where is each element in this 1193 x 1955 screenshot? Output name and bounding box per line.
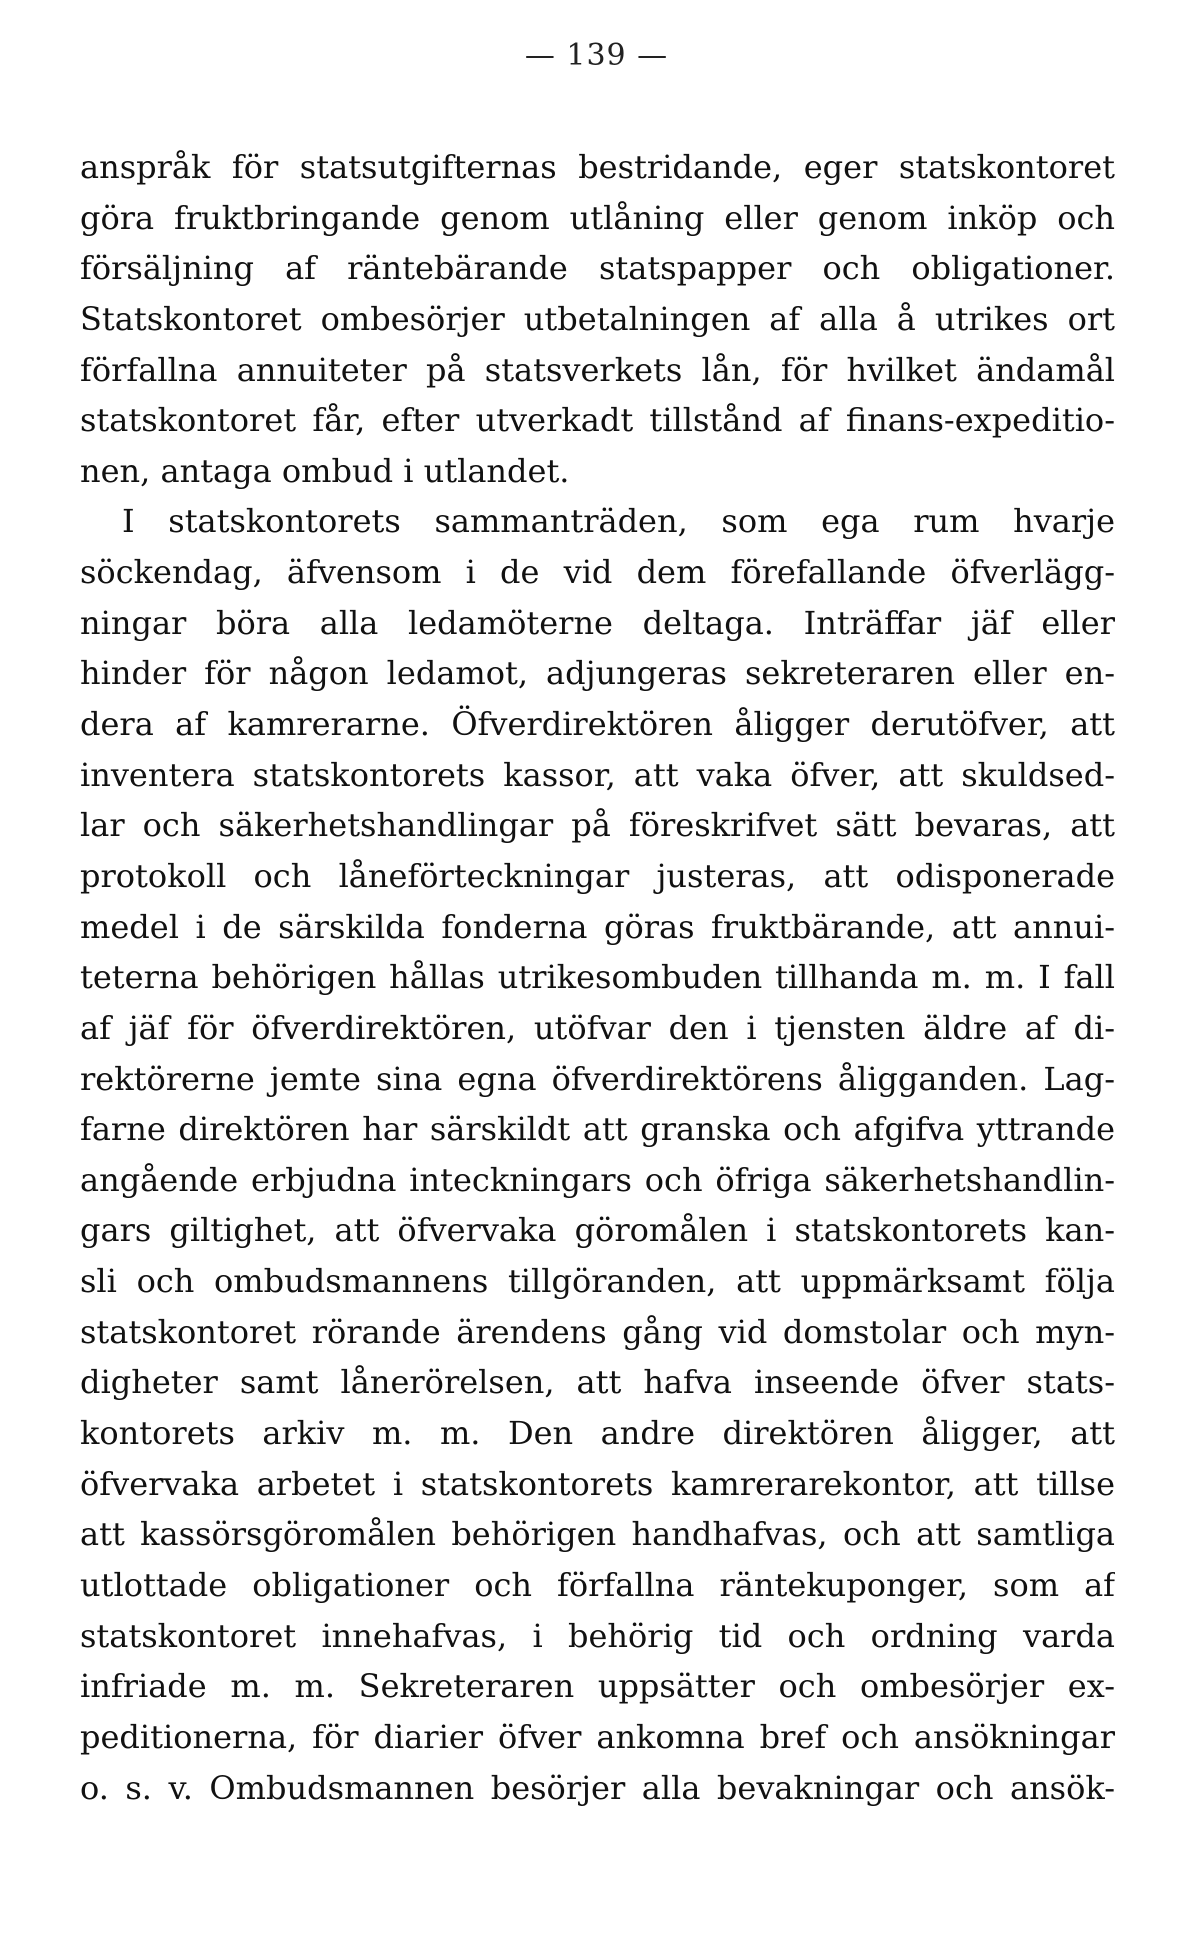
text-line: infriade m. m. Sekreteraren uppsätter och ombesörjer ex-	[80, 1667, 1115, 1706]
text-line: att kassörsgöromålen behörigen handhafvas, och att samtliga	[80, 1515, 1115, 1554]
text-line: göra fruktbringande genom utlåning eller genom inköp och	[80, 198, 1115, 237]
text-line: medel i de särskilda fonderna göras fruktbärande, att annui-	[80, 907, 1115, 946]
text-line: angående erbjudna inteckningars och öfriga säkerhetshandlin-	[80, 1160, 1115, 1199]
text-line: statskontoret får, efter utverkadt tillstånd af finans-expeditio-	[80, 401, 1115, 440]
text-line: af jäf för öfverdirektören, utöfvar den i tjensten äldre af di-	[80, 1008, 1115, 1047]
text-line: protokoll och låneförteckningar justeras, att odisponerade	[80, 856, 1115, 895]
text-line: öfvervaka arbetet i statskontorets kamrerarekontor, att tillse	[80, 1464, 1115, 1503]
text-line: farne direktören har särskildt att granska och afgifva yttrande	[80, 1110, 1115, 1149]
text-line: kontorets arkiv m. m. Den andre direktören åligger, att	[80, 1414, 1115, 1453]
text-line: förfallna annuiteter på statsverkets lån, för hvilket ändamål	[80, 350, 1115, 389]
text-line: anspråk för statsutgifternas bestridande, eger statskontoret	[80, 148, 1115, 186]
text-line: I statskontorets sammanträden, som ega rum hvarje	[122, 502, 1115, 541]
text-line: dera af kamrerarne. Öfverdirektören åligger derutöfver, att	[80, 705, 1115, 744]
text-line: försäljning af räntebärande statspapper och obligationer.	[80, 249, 1115, 288]
text-line: Statskontoret ombesörjer utbetalningen af alla å utrikes ort	[80, 299, 1115, 338]
text-line: teterna behörigen hållas utrikesombuden tillhanda m. m. I fall	[80, 958, 1115, 997]
text-line: gars giltighet, att öfvervaka göromålen i statskontorets kan-	[80, 1211, 1115, 1250]
text-line: statskontoret innehafvas, i behörig tid och ordning varda	[80, 1616, 1115, 1655]
text-line: rektörerne jemte sina egna öfverdirektörens åligganden. Lag-	[80, 1059, 1115, 1098]
text-line: o. s. v. Ombudsmannen besörjer alla bevakningar och ansök-	[80, 1768, 1115, 1807]
text-line: statskontoret rörande ärendens gång vid domstolar och myn-	[80, 1312, 1115, 1351]
text-line: inventera statskontorets kassor, att vaka öfver, att skuldsed-	[80, 755, 1115, 794]
body-text	[80, 142, 1115, 1813]
text-line: hinder för någon ledamot, adjungeras sekreteraren eller en-	[80, 654, 1115, 693]
text-line: lar och säkerhetshandlingar på föreskrifvet sätt bevaras, att	[80, 806, 1115, 845]
text-line: utlottade obligationer och förfallna räntekuponger, som af	[80, 1565, 1115, 1604]
text-line: nen, antaga ombud i utlandet.	[80, 451, 570, 490]
text-line: sli och ombudsmannens tillgöranden, att uppmärksamt följa	[80, 1262, 1115, 1301]
text-line: söckendag, äfvensom i de vid dem förefallande öfverlägg-	[80, 553, 1115, 592]
text-line: ningar böra alla ledamöterne deltaga. Inträffar jäf eller	[80, 603, 1115, 642]
text-line: peditionerna, för diarier öfver ankomna bref och ansökningar	[80, 1717, 1115, 1756]
page-number: — 139 —	[524, 38, 669, 73]
text-line: digheter samt lånerörelsen, att hafva inseende öfver stats-	[80, 1363, 1115, 1402]
